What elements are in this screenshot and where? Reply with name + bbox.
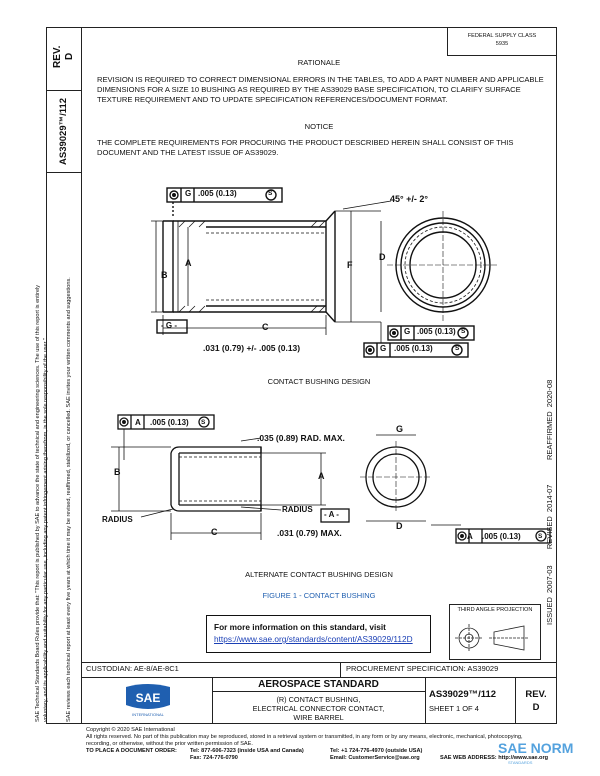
rationale-heading: RATIONALE — [297, 58, 341, 67]
sae-rules-text-3: SAE reviews each technical report at least every five years at which time it may be revised, reaffirmed, stabilized, or cancelled. SAE invites your written comments and suggestions. — [66, 277, 72, 722]
datum-a: - A - — [324, 510, 339, 519]
sae-rules-text-1: SAE Technical Standards Board Rules provide that: "This report is published by SAE to advance the state of technical and engineering sciences. The use of this report is entirely — [35, 284, 41, 722]
fcf3-modifier: S — [455, 345, 460, 352]
divider — [340, 662, 341, 677]
figure-caption: FIGURE 1 - CONTACT BUSHING — [262, 591, 376, 600]
subtitle-2: ELECTRICAL CONNECTOR CONTACT, — [252, 704, 385, 713]
web-address: SAE WEB ADDRESS: http://www.sae.org — [440, 755, 549, 761]
procurement-spec: PROCUREMENT SPECIFICATION: AS39029 — [346, 664, 499, 673]
order-label: TO PLACE A DOCUMENT ORDER: — [86, 748, 177, 754]
fcf-modifier: S — [268, 190, 273, 197]
alt-dim-d: D — [396, 521, 403, 531]
alt-dim-a: A — [318, 471, 325, 481]
figure-top-caption: CONTACT BUSHING DESIGN — [267, 377, 371, 386]
alt-fcf-datum: A — [135, 418, 141, 427]
divider — [515, 677, 516, 724]
fsc-label: FEDERAL SUPPLY CLASS — [467, 33, 537, 39]
angle-label: 45° +/- 2° — [390, 194, 428, 204]
alt-dim-b: B — [114, 467, 121, 477]
issue-history: ISSUED 2007-03 REVISED 2014-07 REAFFIRMED 2020-08 — [545, 379, 554, 625]
subtitle-1: (R) CONTACT BUSHING, — [276, 695, 361, 704]
fcf2-datum: G — [404, 327, 411, 336]
dim-d-label: D — [379, 252, 386, 262]
alt-dim-c: C — [211, 527, 218, 537]
custodian: CUSTODIAN: AE-8/AE-8C1 — [86, 664, 179, 673]
alt-dim-031: .031 (0.79) MAX. — [277, 528, 342, 538]
radius-label-1: RADIUS — [102, 515, 133, 524]
doc-title: AEROSPACE STANDARD — [258, 679, 379, 690]
datum-g: - G - — [161, 321, 177, 330]
fcf3-tolerance: .005 (0.13) — [394, 344, 433, 353]
rev-left: REV. — [52, 45, 63, 68]
sae-logo — [122, 683, 174, 719]
dim-031-label: .031 (0.79) +/- .005 (0.13) — [203, 343, 301, 353]
copyright: Copyright © 2020 SAE International — [86, 727, 175, 733]
divider — [46, 172, 82, 173]
dim-b-label: B — [161, 270, 168, 280]
divider — [425, 677, 426, 724]
notice-text: THE COMPLETE REQUIREMENTS FOR PROCURING THE PRODUCT DESCRIBED HEREIN SHALL CONSIST OF THIS DOCUMENT AND THE LATEST ISSUE OF AS39029. — [97, 138, 514, 157]
rights-text-2: recording, or otherwise, without the prior written permission of SAE. — [86, 741, 253, 747]
rev-value: D — [532, 702, 540, 713]
more-info-text: For more information on this standard, visit — [214, 622, 386, 632]
alt-fcf2-datum: A — [467, 532, 473, 541]
notice-heading: NOTICE — [304, 122, 334, 131]
alt-fcf2-tolerance: .005 (0.13) — [482, 532, 521, 541]
alt-fcf-tolerance: .005 (0.13) — [150, 418, 189, 427]
watermark: SAE NORM — [498, 740, 574, 756]
fcf-datum-g: G — [185, 189, 192, 198]
third-angle-label: THIRD ANGLE PROJECTION — [457, 607, 533, 613]
radius-label-2: RADIUS — [282, 505, 313, 514]
figure-bottom-caption: ALTERNATE CONTACT BUSHING DESIGN — [245, 570, 393, 579]
email: Email: CustomerService@sae.org — [330, 755, 420, 761]
dim-c-label: C — [262, 322, 269, 332]
projection-symbol-icon — [449, 618, 541, 658]
fsc-value: 5935 — [495, 41, 509, 47]
divider — [212, 691, 425, 692]
divider — [46, 90, 82, 91]
divider — [81, 662, 557, 663]
standard-link[interactable]: https://www.sae.org/standards/content/AS39029/112D — [214, 634, 413, 644]
fcf2-modifier: S — [461, 328, 466, 335]
sae-logo-sub: INTERNATIONAL — [132, 712, 164, 717]
doc-number: AS39029™/112 — [429, 689, 497, 700]
contact-bushing-drawing — [81, 175, 557, 365]
sheet-number: SHEET 1 OF 4 — [429, 704, 479, 713]
tel-intl: Tel: +1 724-776-4970 (outside USA) — [330, 748, 423, 754]
rights-text: All rights reserved. No part of this publication may be reproduced, stored in a retrieval system or transmitted, in any form or by any means, electronic, mechanical, photocopying, — [86, 734, 523, 740]
subtitle-3: WIRE BARREL — [293, 713, 344, 722]
fcf-tolerance: .005 (0.13) — [198, 189, 237, 198]
sae-rules-text-2: voluntary, and its applicability and suitability for any particular use, including any patent infringement arising therefrom, is the sole responsibility of the user." — [43, 338, 49, 722]
divider — [81, 677, 557, 678]
fcf2-tolerance: .005 (0.13) — [417, 327, 456, 336]
watermark-sub: STANDARDS — [508, 760, 533, 765]
fcf3-datum: G — [380, 344, 387, 353]
fax: Fax: 724-776-0790 — [190, 755, 238, 761]
alt-dim-g: G — [396, 424, 404, 434]
dim-a-label: A — [185, 258, 192, 268]
rev-value-left: D — [64, 52, 75, 60]
alt-fcf2-modifier: S — [538, 533, 543, 540]
sae-logo-text: SAE — [135, 691, 161, 705]
dim-f-label: F — [347, 260, 353, 270]
rev-label: REV. — [525, 689, 547, 700]
tel-usa: Tel: 877-606-7323 (inside USA and Canada) — [190, 748, 304, 754]
rad-max-label: .035 (0.89) RAD. MAX. — [257, 433, 345, 443]
doc-number-left: AS39029™/112 — [58, 97, 69, 165]
alternate-bushing-drawing — [81, 405, 557, 565]
alt-fcf-modifier: S — [201, 419, 206, 426]
rationale-text: REVISION IS REQUIRED TO CORRECT DIMENSIONAL ERRORS IN THE TABLES, TO ADD A PART NUMBER AND APPLICABLE DIMENSIONS FOR A SIZE 10 BUSHING AS REQUIRED BY THE AS39029 BASE SPECIFICATION, TO CLARIFY SURFACE TEXTURE REQUIREMENT AND TO UPDATE SPECIFICATION REFERENCES/DOCUMENT FORMAT. — [97, 75, 544, 104]
